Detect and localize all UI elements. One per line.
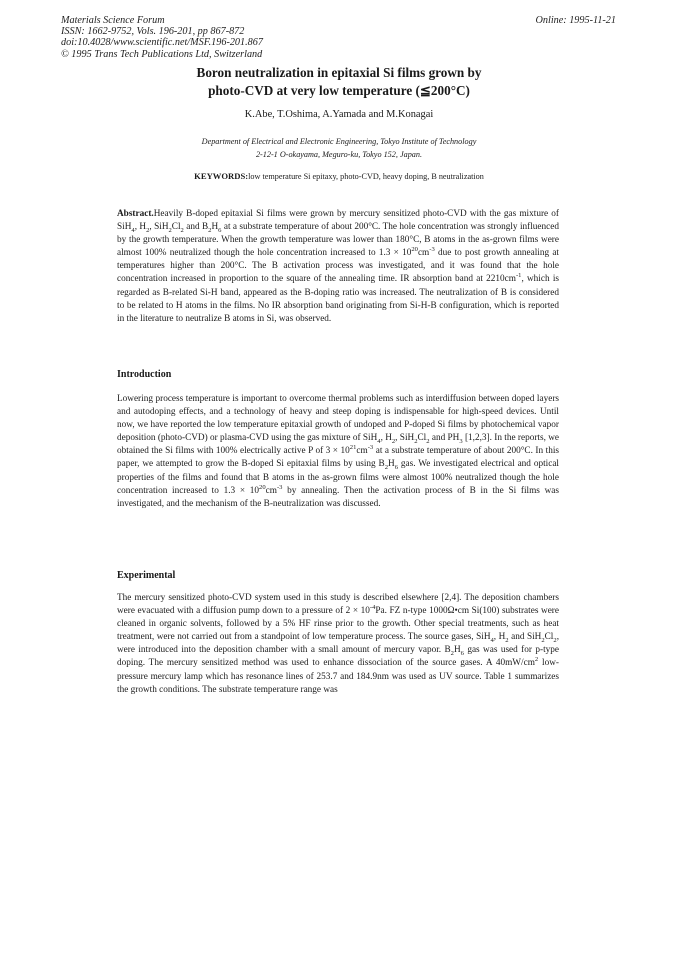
- copyright-line: © 1995 Trans Tech Publications Ltd, Switzerland: [61, 48, 263, 60]
- abstract-label: Abstract.: [117, 209, 154, 219]
- introduction-heading: Introduction: [117, 369, 172, 380]
- keywords: [0, 171, 678, 181]
- keywords-label: KEYWORDS:: [194, 171, 249, 181]
- title-line-1: Boron neutralization in epitaxial Si films grown by: [196, 65, 482, 80]
- authors: K.Abe, T.Oshima, A.Yamada and M.Konagai: [244, 109, 434, 120]
- journal-name: Materials Science Forum: [61, 15, 165, 26]
- affiliation-line-1: Department of Electrical and Electronic Engineering, Tokyo Institute of Technology: [201, 137, 477, 146]
- doi-line: doi:10.4028/www.scientific.net/MSF.196-201.867: [61, 37, 263, 49]
- abstract-paragraph: Abstract.Heavily B-doped epitaxial Si films were grown by mercury sensitized photo-CVD with the gas mixture of SiH$_4$, $H_2$, $SiH_2Cl_2$ and $B_2H_6$ at a substrate temperature of about 200°C. The hole concentration was strongly influenced by the growth temperature. When the growth temperature was lower than 180°C, B atoms in the as-grown films were almost 100% neutralized though the hole concentration increased to $1.3 \times 10^{20}cm^{-3}$ due to post growth annealing at temperatures higher than 200°C. The B activation process was investigated, and it was found that the hole concentration increased in proportion to the square of the annealing time. IR absorption band at $2210cm^{-1}$, which is regarded as B-related Si-H band, appeared as the B-doping ratio was increased. The neutralization of B is considered to be related to H atoms in the films. No IR absorption band originating from Si-H-B configuration, which is reported in the literature to neutralize B atoms in Si, was observed.: [117, 209, 559, 324]
- keywords-text: low temperature Si epitaxy, photo-CVD, heavy doping, B neutralization: [248, 172, 484, 181]
- experimental-paragraph: The mercury sensitized photo-CVD system used in this study is described elsewhere [2,4]. The deposition chambers were evacuated with a diffusion pump down to a pressure of $2 \times 10^{-4}Pa$. FZ n-type 1000Ω•cm Si(100) substrates were cleaned in organic solvents, followed by a 5% HF rinse prior to the growth. Other special treatments, such as heat treatment, were not carried out from a standpoint of low temperature process. The source gases, SiH$_4$, $H_2$ and $SiH_2Cl_2$, were introduced into the deposition chamber with a small amount of mercury vapor. $B_2H_6$ gas was used for p-type doping. The mercury sensitized method was used to enhance dissociation of the source gases. A $40mW/cm^2$ low-pressure mercury lamp which has resonance lines of 253.7 and 184.9nm was used as UV source. Table 1 summarizes the growth conditions. The substrate temperature range was: [117, 593, 559, 695]
- issn-line: ISSN: 1662-9752, Vols. 196-201, pp 867-872: [61, 26, 245, 38]
- affiliation-line-2: 2-12-1 O-okayama, Meguro-ku, Tokyo 152, Japan.: [255, 150, 423, 159]
- publication-header: [61, 15, 391, 60]
- introduction-paragraph: Lowering process temperature is important to overcome thermal problems such as interdiffusion between doped layers and autodoping effects, and a technology of heavy and steep doping is indispensable for high-speed devices. Until now, we have reported the low temperature epitaxial growth of undoped and P-doped Si films by photochemical vapor deposition (photo-CVD) or plasma-CVD using the gas mixture of SiH$_4$, $H_2$, $SiH_2Cl_2$ and $PH_3$ [1,2,3]. In the reports, we obtained the Si films with 100% electrically active P of $3 \times 10^{21}cm^{-3}$ at a substrate temperature of about 200°C. In this paper, we attempted to grow the B-doped Si epitaxial films by using $B_2H_6$ gas. We investigated electrical and optical properties of the films and found that B atoms in the as-grown films were almost 100% neutralized though the hole concentration increased to $1.3 \times 10^{20}cm^{-3}$ by annealing. Then the activation process of B in the Si films was investigated, and the mechanism of the B-neutralization was discussed.: [117, 394, 560, 509]
- online-date: Online: 1995-11-21: [535, 15, 616, 26]
- affiliation: [0, 135, 678, 161]
- title-line-2: photo-CVD at very low temperature (≦200°C): [208, 83, 470, 98]
- paper-title: [0, 64, 678, 100]
- experimental-heading: Experimental: [117, 570, 176, 581]
